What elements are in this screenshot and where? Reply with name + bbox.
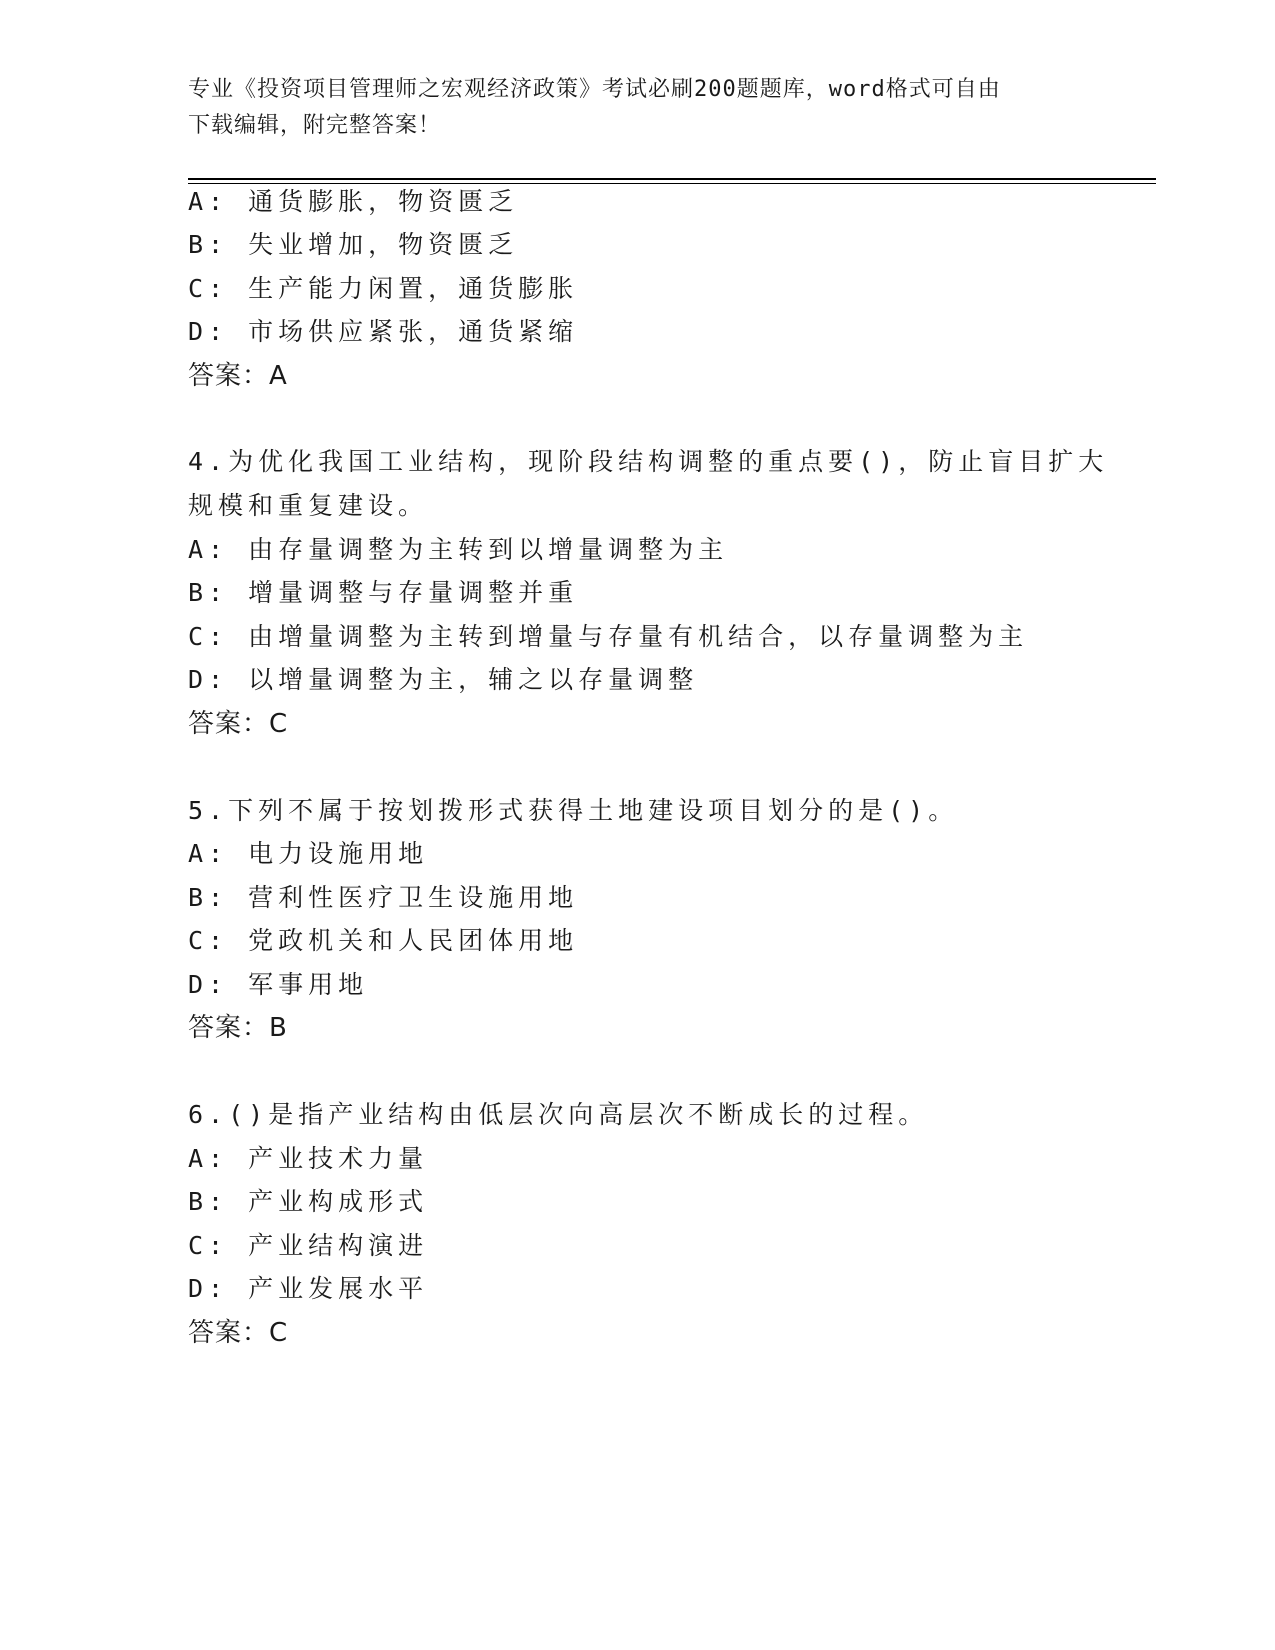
q3-answer: 答案：A xyxy=(188,361,288,391)
q5-option-c: C: 党政机关和人民团体用地 xyxy=(188,926,579,955)
q5-option-d: D: 军事用地 xyxy=(188,970,369,999)
header-line-2: 下载编辑，附完整答案！ xyxy=(188,113,442,138)
q6-option-d: D: 产业发展水平 xyxy=(188,1274,429,1303)
q5-option-b: B: 营利性医疗卫生设施用地 xyxy=(188,883,579,912)
q3-option-a: A: 通货膨胀，物资匮乏 xyxy=(188,187,519,216)
q3-option-c: C: 生产能力闲置，通货膨胀 xyxy=(188,274,579,303)
q3-option-d: D: 市场供应紧张，通货紧缩 xyxy=(188,317,579,346)
header-divider-thick xyxy=(188,178,1156,180)
q4-stem-line-2: 规模和重复建设。 xyxy=(188,491,429,520)
q5-option-a: A: 电力设施用地 xyxy=(188,839,429,868)
document-header xyxy=(188,72,1088,144)
q6-stem-line-1: 6.()是指产业结构由低层次向高层次不断成长的过程。 xyxy=(188,1100,929,1129)
q6-option-c: C: 产业结构演进 xyxy=(188,1231,429,1260)
q4-answer: 答案：C xyxy=(188,709,289,739)
header-line-1: 专业《投资项目管理师之宏观经济政策》考试必刷200题题库，word格式可自由 xyxy=(188,77,1001,102)
q6-option-b: B: 产业构成形式 xyxy=(188,1187,429,1216)
q4-option-c: C: 由增量调整为主转到增量与存量有机结合，以存量调整为主 xyxy=(188,622,1029,651)
header-divider-thin xyxy=(188,183,1156,184)
q4-option-b: B: 增量调整与存量调整并重 xyxy=(188,578,579,607)
q5-stem-line-1: 5.下列不属于按划拨形式获得土地建设项目划分的是()。 xyxy=(188,796,959,825)
q6-option-a: A: 产业技术力量 xyxy=(188,1144,429,1173)
q4-option-a: A: 由存量调整为主转到以增量调整为主 xyxy=(188,535,729,564)
q4-option-d: D: 以增量调整为主，辅之以存量调整 xyxy=(188,665,699,694)
q4-stem-line-1: 4.为优化我国工业结构，现阶段结构调整的重点要()，防止盲目扩大 xyxy=(188,447,1109,476)
q5-answer: 答案：B xyxy=(188,1013,288,1043)
q6-answer: 答案：C xyxy=(188,1318,289,1348)
q3-option-b: B: 失业增加，物资匮乏 xyxy=(188,230,519,259)
